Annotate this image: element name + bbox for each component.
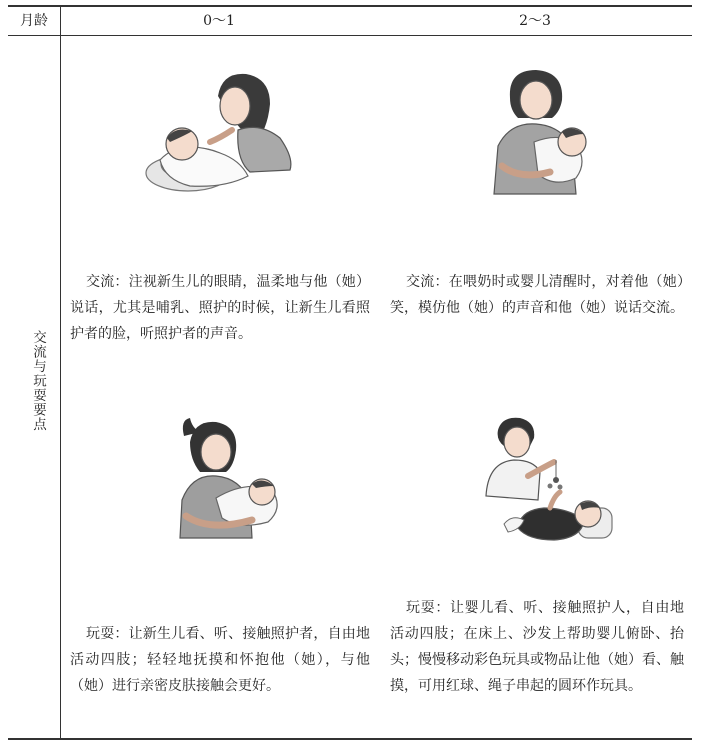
table-header-rule [8, 35, 692, 36]
play-2-3: 玩耍：让婴儿看、听、接触照护人，自由地活动四肢；在床上、沙发上帮助婴儿俯卧、抬头；慢慢移动彩色玩具或物品让他（她）看、触摸，可用红球、绳子串起的圆环作玩具。 [390, 600, 684, 694]
play-0-1: 玩耍：让新生儿看、听、接触照护者，自由地活动四肢；轻轻地抚摸和怀抱他（她），与他（她）进行亲密皮肤接触会更好。 [70, 626, 370, 694]
communication-2-3: 交流：在喂奶时或婴儿清醒时，对着他（她）笑，模仿他（她）的声音和他（她）说话交流。 [390, 274, 684, 316]
mother-holding-baby-icon [480, 68, 600, 198]
mother-talking-to-newborn-icon [140, 68, 300, 194]
header-age: 月龄 [20, 13, 48, 29]
row-label: 交流与玩耍要点 [30, 330, 46, 432]
table-column-divider [60, 5, 61, 739]
communication-0-1: 交流：注视新生儿的眼睛，温柔地与他（她）说话，尤其是哺乳、照护的时候，让新生儿看照护者的脸，听照护者的声音。 [70, 274, 370, 342]
header-age-0-1: 0～1 [203, 13, 235, 29]
table-top-rule [8, 5, 692, 7]
header-age-2-3: 2～3 [519, 13, 551, 29]
woman-holding-newborn-icon [176, 416, 286, 540]
man-showing-toy-to-baby-icon [484, 416, 614, 544]
table-bottom-rule [8, 738, 692, 740]
